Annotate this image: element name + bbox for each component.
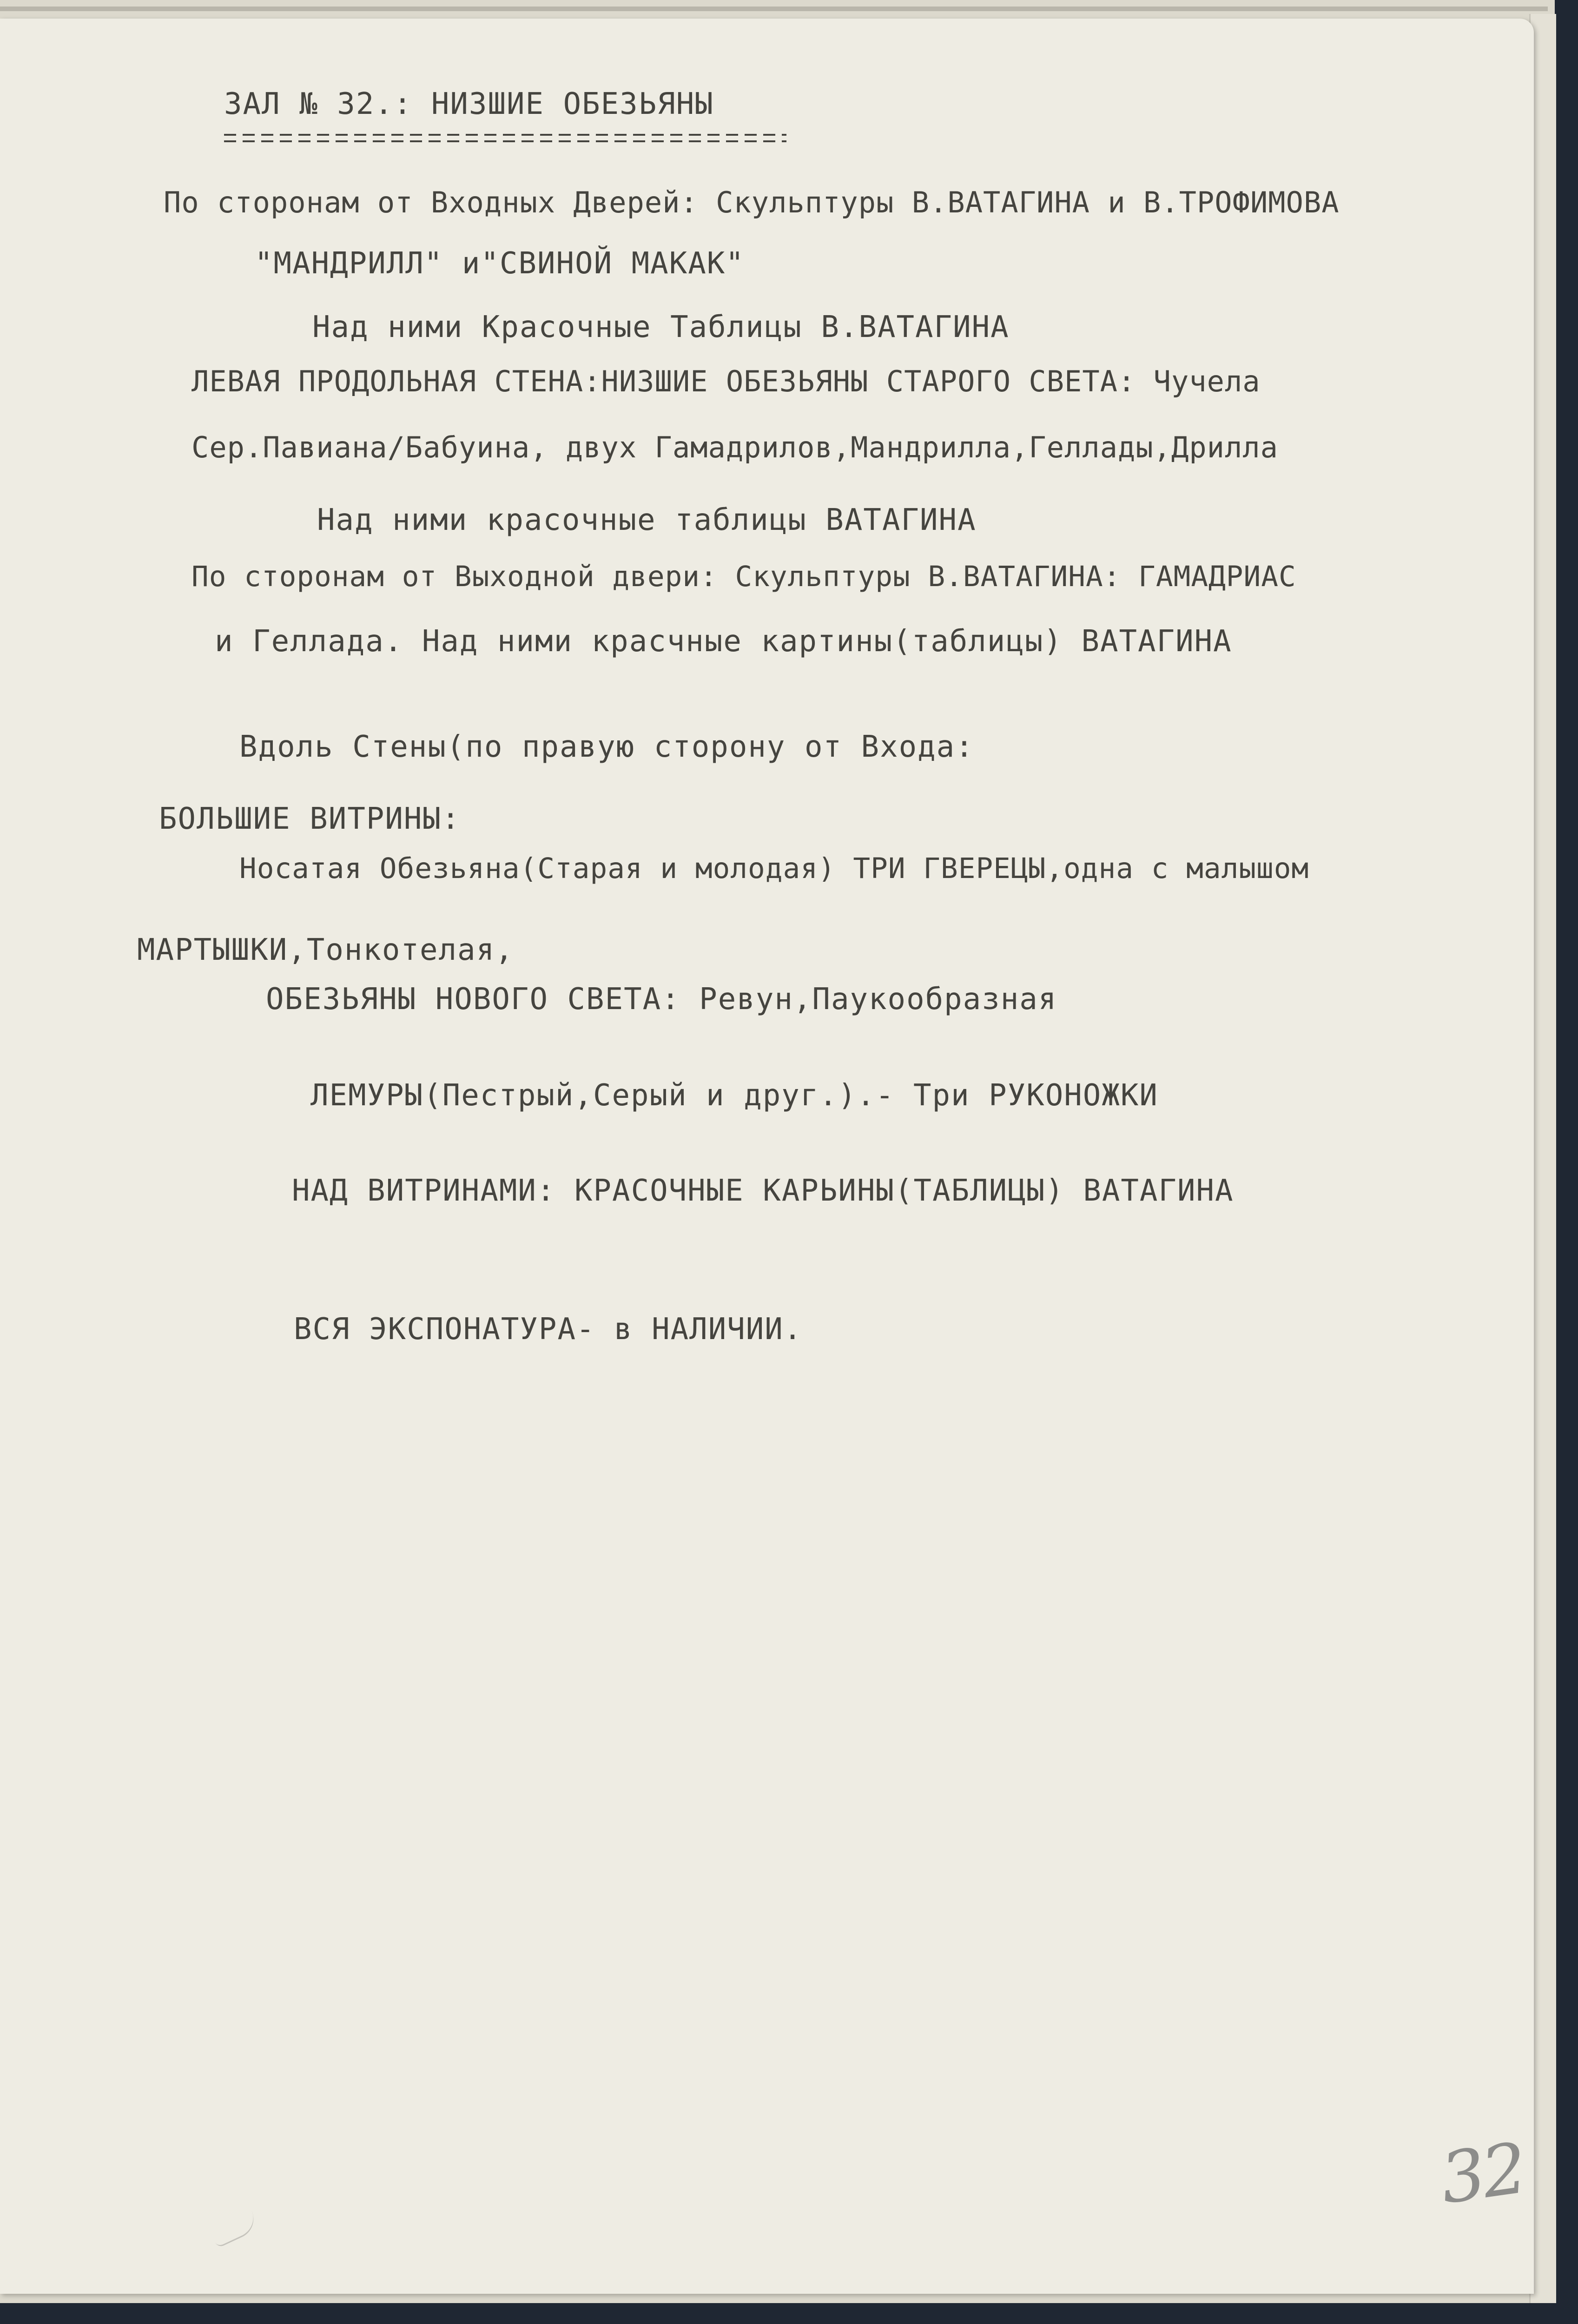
text-line-3: Над ними Красочные Таблицы В.ВАТАГИНА [312,310,1010,344]
text-line-7: По сторонам от Выходной двери: Скульптуры В.ВАТАГИНА: ГАМАДРИАС [191,560,1296,593]
text-line-1: По сторонам от Входных Дверей: Скульптуры В.ВАТАГИНА и В.ТРОФИМОВА [164,185,1340,219]
title-double-underline [224,134,786,146]
text-line-11: Носатая Обезьяна(Старая и молодая) ТРИ ГВЕРЕЦЫ,одна с малышом [239,852,1309,885]
text-line-5: Сер.Павиана/Бабуина, двух Гамадрилов,Мандрилла,Геллады,Дрилла [191,430,1278,464]
document-title: ЗАЛ № 32.: НИЗШИЕ ОБЕЗЬЯНЫ [224,87,714,121]
text-line-6: Над ними красочные таблицы ВАТАГИНА [317,503,977,537]
text-line-12: МАРТЫШКИ,Тонкотелая, [137,933,514,967]
text-line-8: и Геллада. Над ними красчные картины(таблицы) ВАТАГИНА [215,624,1232,659]
text-line-9: Вдоль Стены(по правую сторону от Входа: [239,730,974,764]
text-line-16: ВСЯ ЭКСПОНАТУРА- в НАЛИЧИИ. [294,1312,803,1347]
text-line-2: "МАНДРИЛЛ" и"СВИНОЙ МАКАК" [255,246,745,281]
underlying-sheet-edge [0,7,1548,11]
text-line-10: БОЛЬШИЕ ВИТРИНЫ: [159,802,461,836]
handwritten-page-number: 32 [1435,2128,1530,2220]
text-line-15: НАД ВИТРИНАМИ: КРАСОЧНЫЕ КАРЬИНЫ(ТАБЛИЦЫ) ВАТАГИНА [292,1174,1234,1208]
text-line-4: ЛЕВАЯ ПРОДОЛЬНАЯ СТЕНА:НИЗШИЕ ОБЕЗЬЯНЫ СТАРОГО СВЕТА: Чучела [191,364,1261,398]
text-line-13: ОБЕЗЬЯНЫ НОВОГО СВЕТА: Ревун,Паукообразная [266,982,1057,1017]
text-line-14: ЛЕМУРЫ(Пестрый,Серый и друг.).- Три РУКОНОЖКИ [310,1078,1158,1113]
document-page [0,19,1534,2294]
